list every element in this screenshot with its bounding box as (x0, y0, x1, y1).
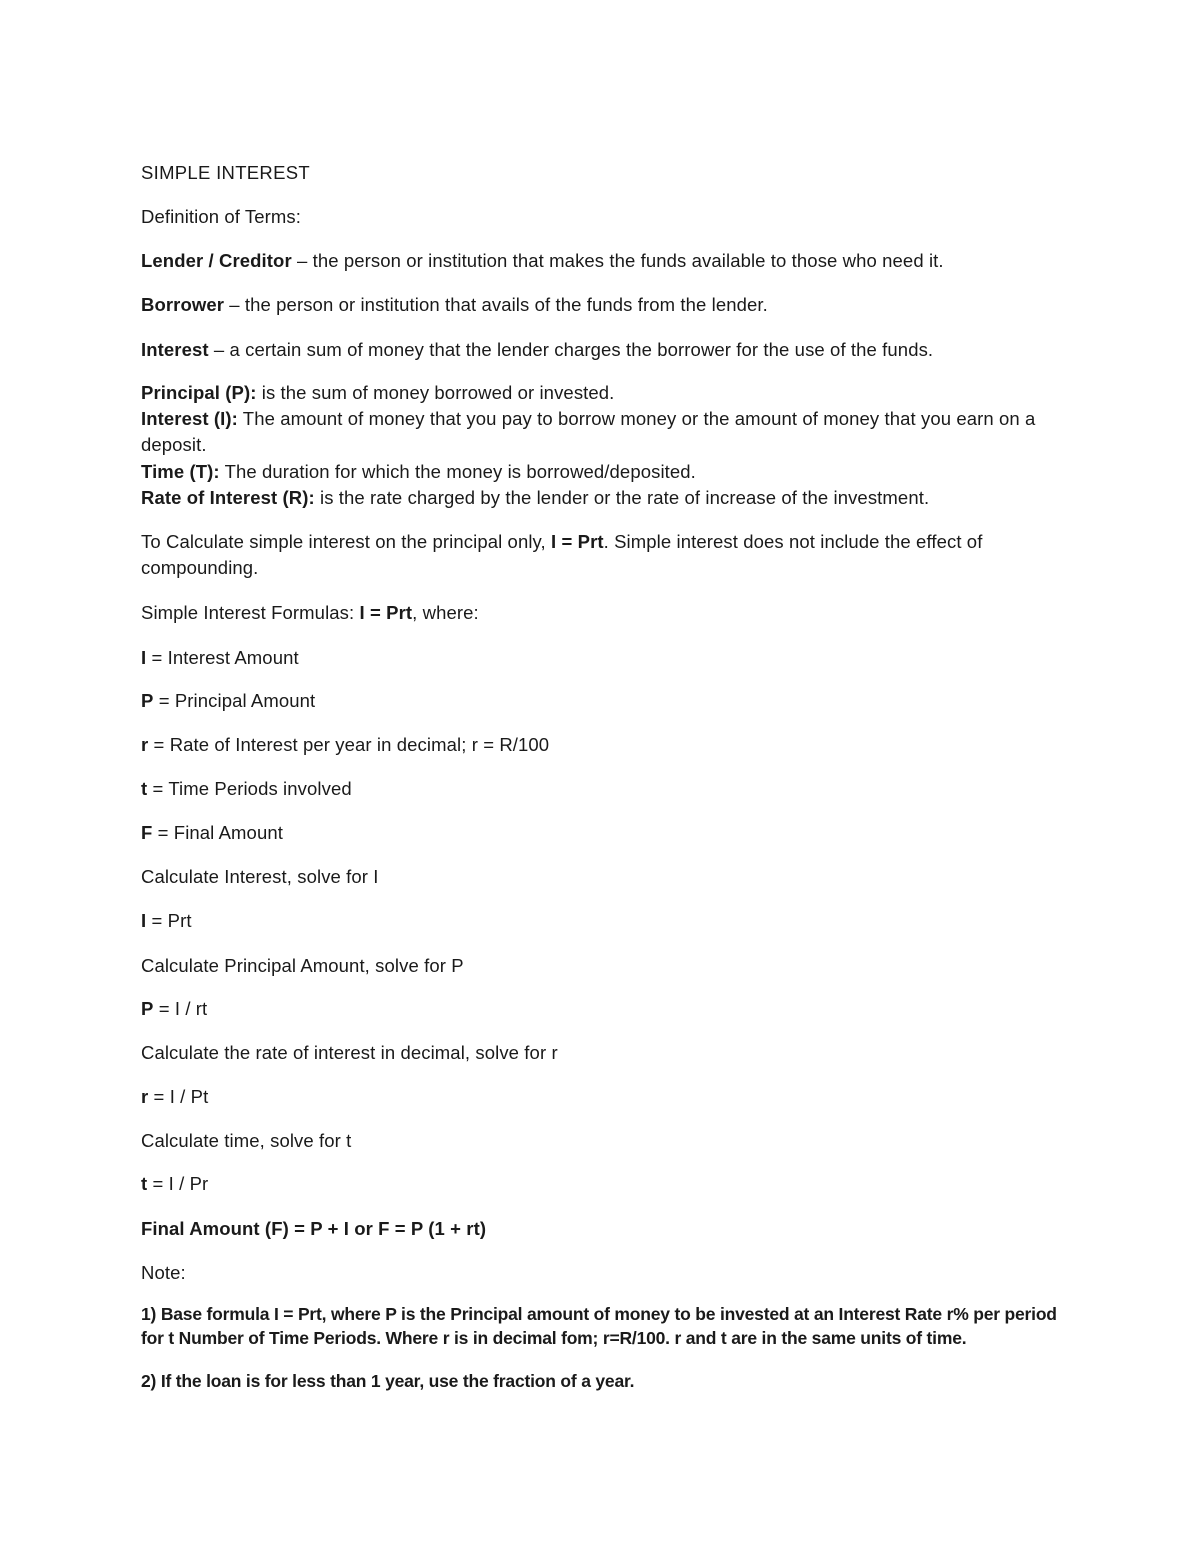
variable-label: Interest (I): (141, 408, 238, 429)
variable-label: Time (T): (141, 461, 220, 482)
term-label: Lender / Creditor (141, 250, 292, 271)
variable-label: Rate of Interest (R): (141, 487, 315, 508)
term-desc: – the person or institution that avails of the funds from the lender. (224, 294, 768, 315)
final-amount-formula (141, 1216, 486, 1242)
final-amount-text: Final Amount (F) = P + I or F = P (1 + rt) (141, 1218, 487, 1239)
solve-heading-rate: Calculate the rate of interest in decimal, solve for r (141, 1042, 558, 1063)
solve-formula-rate (141, 1084, 208, 1110)
calc-intro-formula: I = Prt (551, 531, 604, 552)
solve-heading-principal: Calculate Principal Amount, solve for P (141, 955, 464, 976)
legend-symbol: I (141, 647, 147, 668)
term-label: Borrower (141, 294, 225, 315)
solve-symbol: P (141, 998, 154, 1019)
note-item-2: 2) If the loan is for less than 1 year, use the fraction of a year. (141, 1371, 635, 1391)
variable-interest (141, 406, 1071, 458)
legend-item-final (141, 820, 283, 846)
legend-symbol: r (141, 734, 149, 755)
solve-formula-interest (141, 908, 192, 934)
term-interest (141, 337, 933, 363)
legend-symbol: t (141, 778, 148, 799)
formulas-intro-pre: Simple Interest Formulas: (141, 602, 360, 623)
term-label: Interest (141, 339, 209, 360)
solve-expr: = I / Pt (148, 1086, 209, 1107)
variable-time (141, 459, 696, 485)
legend-symbol: P (141, 690, 154, 711)
solve-symbol: r (141, 1086, 149, 1107)
legend-item-principal (141, 688, 315, 714)
definition-heading: Definition of Terms: (141, 206, 301, 227)
calc-intro-pre: To Calculate simple interest on the principal only, (141, 531, 552, 552)
variable-desc: The amount of money that you pay to borrow money or the amount of money that you earn on a deposit. (141, 408, 1036, 455)
solve-expr: = Prt (146, 910, 192, 931)
legend-desc: = Rate of Interest per year in decimal; r = R/100 (148, 734, 550, 755)
note-heading: Note: (141, 1262, 186, 1283)
formulas-intro (141, 600, 479, 626)
variable-label: Principal (P): (141, 382, 257, 403)
legend-desc: = Final Amount (152, 822, 283, 843)
variable-principal (141, 380, 614, 406)
term-desc: – a certain sum of money that the lender charges the borrower for the use of the funds. (208, 339, 934, 360)
legend-desc: = Interest Amount (146, 647, 299, 668)
legend-desc: = Principal Amount (153, 690, 316, 711)
legend-desc: = Time Periods involved (147, 778, 352, 799)
variable-desc: The duration for which the money is borrowed/deposited. (219, 461, 696, 482)
solve-symbol: I (141, 910, 147, 931)
variable-desc: is the rate charged by the lender or the rate of increase of the investment. (314, 487, 930, 508)
solve-formula-time (141, 1171, 208, 1197)
legend-item-time (141, 776, 352, 802)
solve-formula-principal (141, 996, 207, 1022)
note-item-1: 1) Base formula I = Prt, where P is the Principal amount of money to be invested at an Interest Rate r% per period for t Number of Time Periods. Where r is in decimal fom; r=R/100. r and t are in the same units of time. (141, 1304, 1057, 1348)
calc-intro (141, 529, 1071, 581)
term-borrower (141, 292, 768, 318)
legend-symbol: F (141, 822, 153, 843)
legend-item-rate (141, 732, 549, 758)
page-title: SIMPLE INTEREST (141, 162, 310, 183)
solve-expr: = I / Pr (147, 1173, 209, 1194)
solve-heading-interest: Calculate Interest, solve for I (141, 866, 379, 887)
formulas-intro-post: , where: (412, 602, 479, 623)
term-lender (141, 248, 944, 274)
variable-rate (141, 485, 929, 511)
solve-heading-time: Calculate time, solve for t (141, 1130, 352, 1151)
variable-desc: is the sum of money borrowed or invested. (256, 382, 615, 403)
term-desc: – the person or institution that makes the funds available to those who need it. (291, 250, 944, 271)
calc-intro-post: . Simple interest does not include the effect of compounding. (141, 531, 983, 578)
solve-symbol: t (141, 1173, 148, 1194)
legend-item-interest (141, 645, 299, 671)
solve-expr: = I / rt (153, 998, 208, 1019)
formulas-intro-formula: I = Prt (359, 602, 413, 623)
